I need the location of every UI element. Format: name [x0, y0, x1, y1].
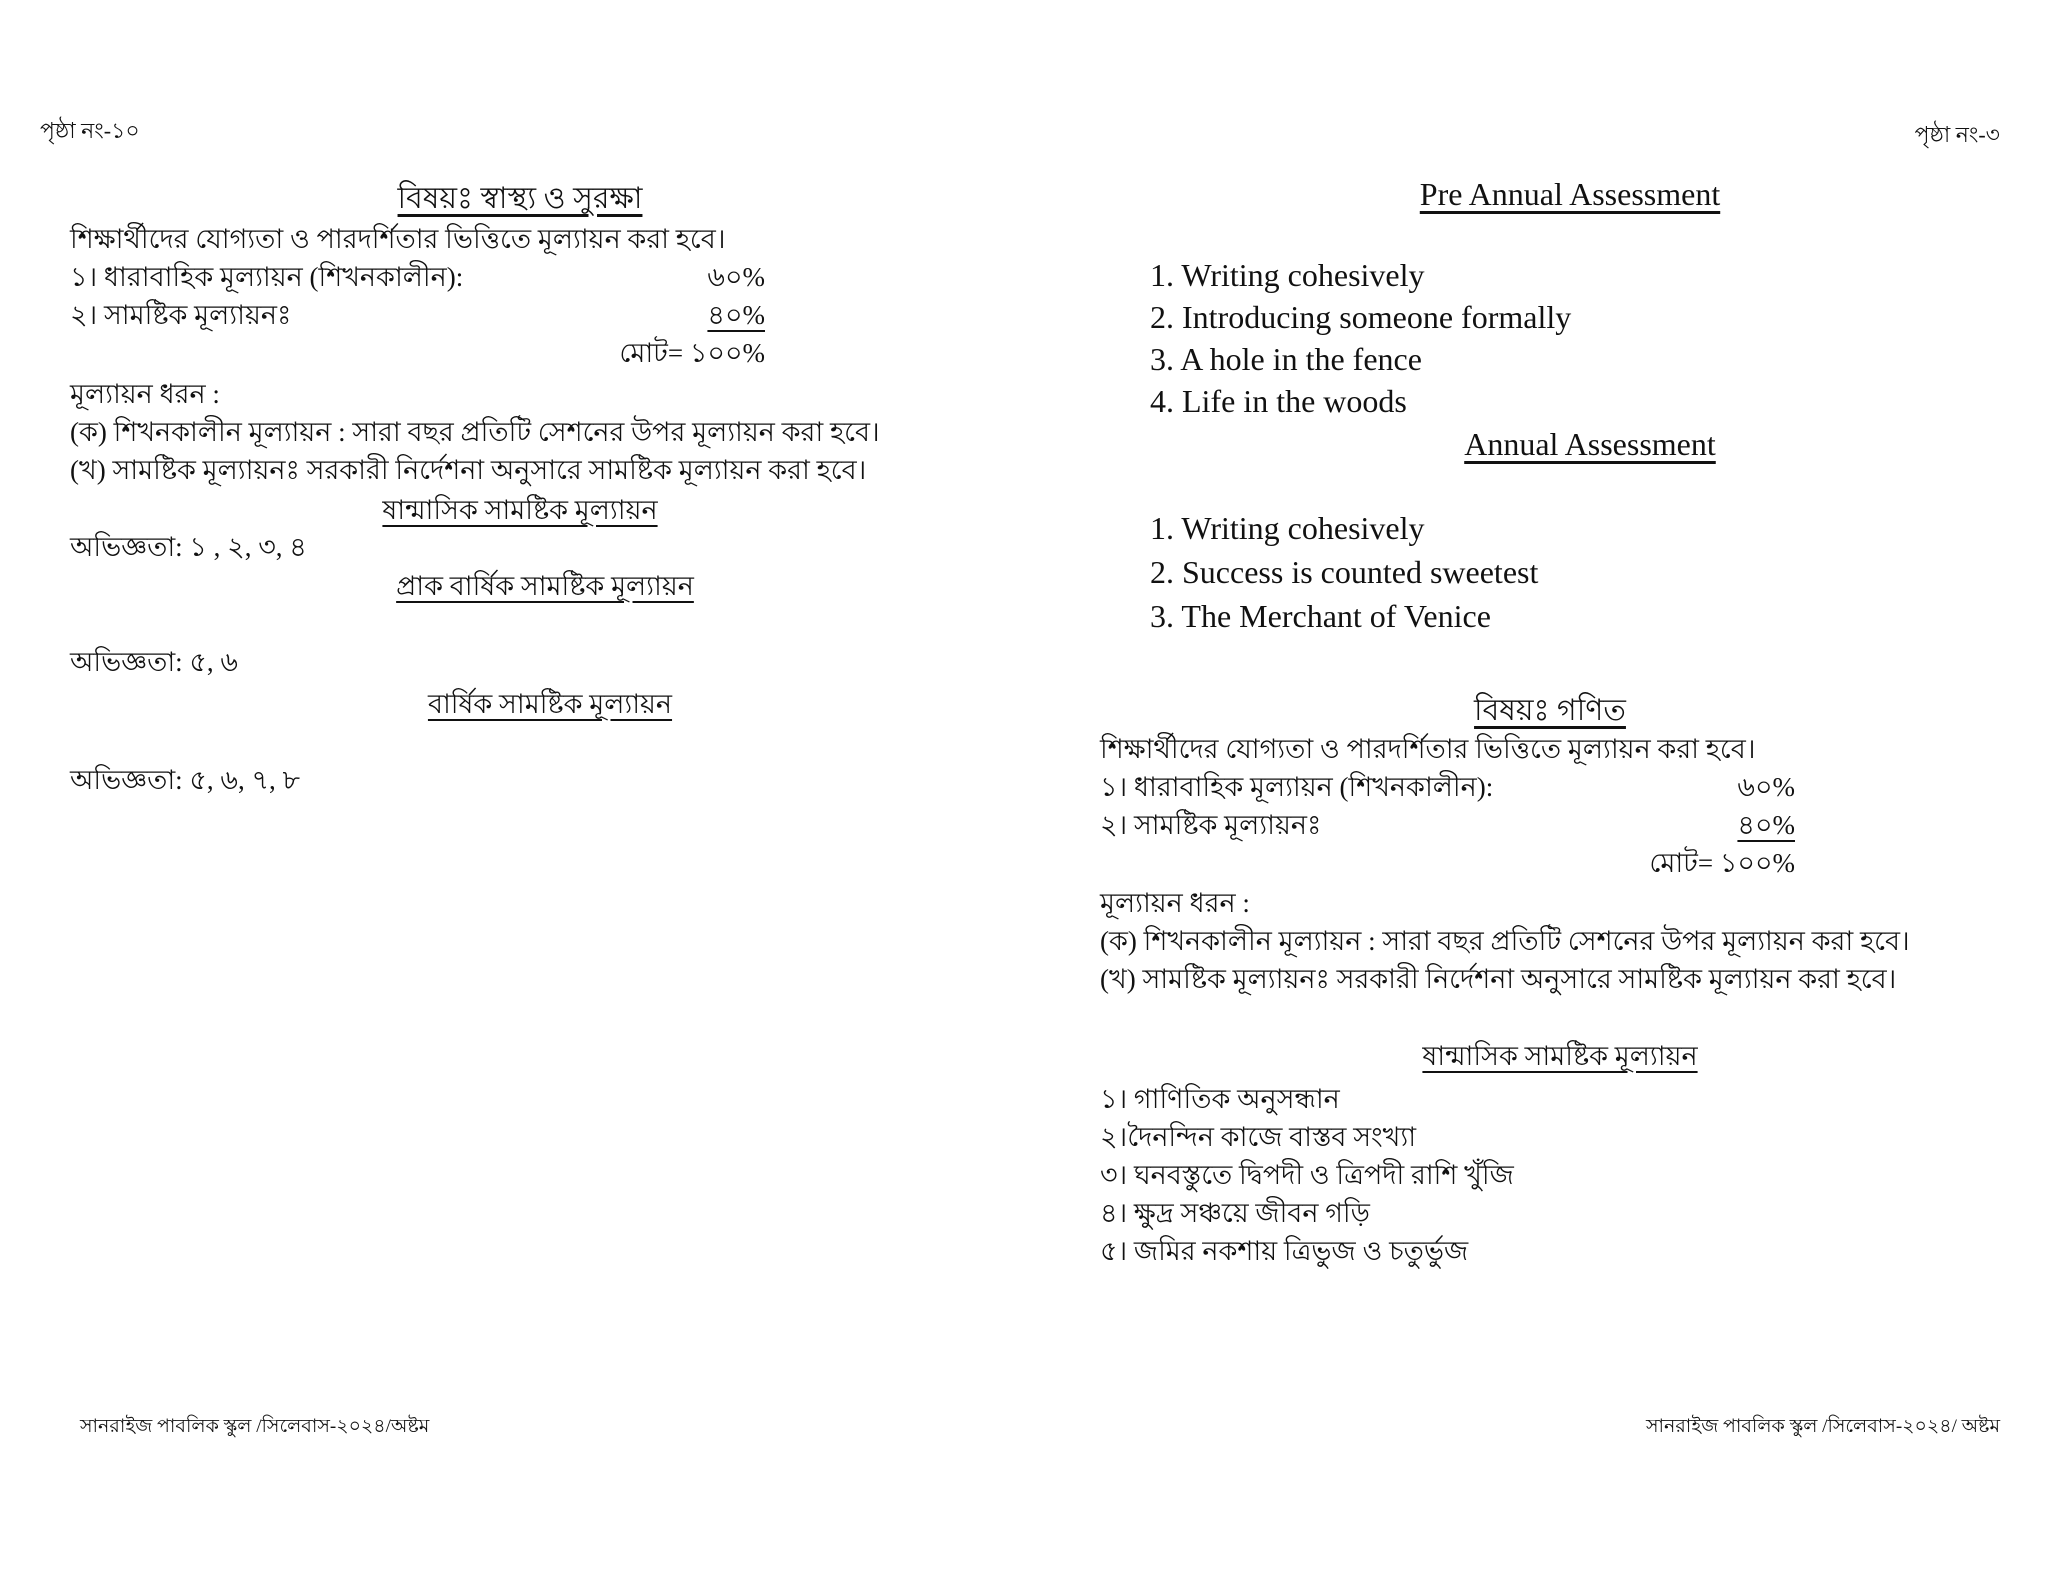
right-pre-annual-title: Pre Annual Assessment	[1419, 176, 1721, 212]
list-item: 1. Writing cohesively	[1150, 510, 1425, 546]
right-page-number: পৃষ্ঠা নং-৩	[1914, 122, 2000, 147]
right-total: মোট= ১০০%	[1649, 848, 1795, 878]
left-annual-title: বার্ষিক সামষ্টিক মূল্যায়ন	[427, 689, 673, 719]
left-annual-items: অভিজ্ঞতা: ৫, ৬, ৭, ৮	[70, 765, 301, 795]
right-row-1-label: ১। ধারাবাহিক মূল্যায়ন (শিখনকালীন):	[1100, 772, 1494, 802]
right-footer: সানরাইজ পাবলিক স্কুল /সিলেবাস-২০২৪/ অষ্টম	[1645, 1416, 2000, 1437]
list-item: 3. The Merchant of Venice	[1150, 598, 1491, 634]
left-footer: সানরাইজ পাবলিক স্কুল /সিলেবাস-২০২৪/অষ্টম	[80, 1416, 430, 1437]
left-intro: শিক্ষার্থীদের যোগ্যতা ও পারদর্শিতার ভিত্তিতে মূল্যায়ন করা হবে।	[70, 224, 726, 254]
list-item: ৪। ক্ষুদ্র সঞ্চয়ে জীবন গড়ি	[1100, 1198, 1370, 1228]
left-row-1-label: ১। ধারাবাহিক মূল্যায়ন (শিখনকালীন):	[70, 262, 464, 292]
right-pre-annual-list	[1150, 254, 1571, 422]
right-row-2-label: ২। সামষ্টিক মূল্যায়নঃ	[1100, 810, 1322, 840]
right-row-1-value: ৬০%	[1737, 772, 1795, 802]
list-item: ১। গাণিতিক অনুসন্ধান	[1100, 1084, 1340, 1114]
left-type-ka: (ক) শিখনকালীন মূল্যায়ন : সারা বছর প্রতিটি সেশনের উপর মূল্যায়ন করা হবে।	[70, 417, 880, 447]
list-item: ৫। জমির নকশায় ত্রিভুজ ও চতুর্ভুজ	[1100, 1236, 1469, 1266]
list-item: ২।দৈনন্দিন কাজে বাস্তব সংখ্যা	[1100, 1122, 1417, 1152]
right-half-yearly-list	[1100, 1080, 1514, 1270]
list-item: 2. Success is counted sweetest	[1150, 554, 1539, 590]
right-type-label: মূল্যায়ন ধরন :	[1100, 888, 1250, 918]
list-item: 2. Introducing someone formally	[1150, 299, 1572, 335]
list-item: 4. Life in the woods	[1150, 383, 1407, 419]
left-page-number: পৃষ্ঠা নং-১০	[40, 118, 140, 143]
right-type-kha: (খ) সামষ্টিক মূল্যায়নঃ সরকারী নির্দেশনা অনুসারে সামষ্টিক মূল্যায়ন করা হবে।	[1100, 964, 1897, 994]
left-half-yearly-items: অভিজ্ঞতা: ১ , ২, ৩, ৪	[70, 532, 307, 562]
left-row-1-value: ৬০%	[707, 262, 765, 292]
right-subject-title: বিষয়ঃ গণিত	[1474, 694, 1626, 727]
left-type-kha: (খ) সামষ্টিক মূল্যায়নঃ সরকারী নির্দেশনা অনুসারে সামষ্টিক মূল্যায়ন করা হবে।	[70, 455, 867, 485]
left-total: মোট= ১০০%	[619, 338, 765, 368]
left-row-2-value: ৪০%	[707, 300, 765, 330]
right-annual-list	[1150, 506, 1538, 638]
right-row-2-value: ৪০%	[1737, 810, 1795, 840]
list-item: ৩। ঘনবস্তুতে দ্বিপদী ও ত্রিপদী রাশি খুঁজি	[1100, 1160, 1514, 1190]
right-half-yearly-title: ষান্মাসিক সামষ্টিক মূল্যায়ন	[1422, 1041, 1698, 1071]
left-pre-annual-title: প্রাক বার্ষিক সামষ্টিক মূল্যায়ন	[396, 571, 694, 601]
right-intro: শিক্ষার্থীদের যোগ্যতা ও পারদর্শিতার ভিত্তিতে মূল্যায়ন করা হবে।	[1100, 734, 1756, 764]
right-annual-title: Annual Assessment	[1464, 426, 1716, 462]
left-row-2-label: ২। সামষ্টিক মূল্যায়নঃ	[70, 300, 292, 330]
right-type-ka: (ক) শিখনকালীন মূল্যায়ন : সারা বছর প্রতিটি সেশনের উপর মূল্যায়ন করা হবে।	[1100, 926, 1910, 956]
list-item: 1. Writing cohesively	[1150, 257, 1425, 293]
left-type-label: মূল্যায়ন ধরন :	[70, 379, 220, 409]
left-pre-annual-items: অভিজ্ঞতা: ৫, ৬	[70, 647, 238, 677]
left-half-yearly-title: ষান্মাসিক সামষ্টিক মূল্যায়ন	[382, 495, 658, 525]
list-item: 3. A hole in the fence	[1150, 341, 1422, 377]
left-subject-title: বিষয়ঃ স্বাস্থ্য ও সুরক্ষা	[397, 182, 643, 215]
